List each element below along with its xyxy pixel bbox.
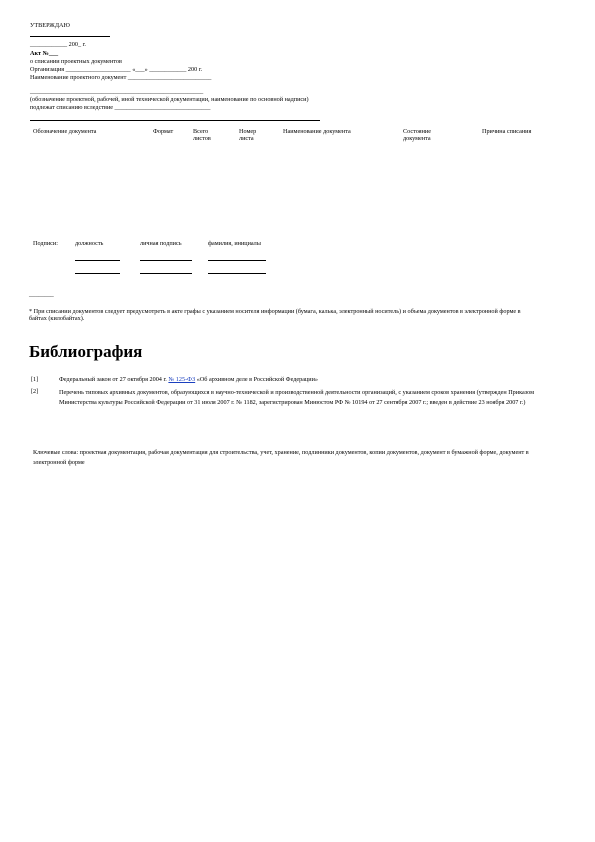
- col-header-state: Состояние документа: [403, 128, 431, 142]
- act-subject-line: подлежат списанию вследствие _______________________________: [30, 104, 211, 111]
- act-blank-line: ________________________________________________________: [30, 88, 204, 95]
- act-title: о списании проектных документов: [30, 58, 122, 65]
- signature-line: [208, 260, 266, 261]
- act-underline: [30, 120, 320, 121]
- approve-label: УТВЕРЖДАЮ: [30, 22, 70, 29]
- approve-signature-line: [30, 36, 110, 37]
- signature-col-sign: личная подпись: [140, 240, 182, 247]
- act-organization: Организация _____________________ «___» ____________ 200 г.: [30, 66, 203, 73]
- signature-line: [75, 260, 120, 261]
- col-header-document-name: Наименование документа: [283, 128, 351, 135]
- approve-date: ____________ 200_ г.: [30, 41, 86, 48]
- act-number: Акт №___: [30, 50, 59, 57]
- col-header-reason: Причина списания: [482, 128, 532, 135]
- act-designation-note: (обозначение проектной, рабочей, иной технической документации, наименование по основной надписи): [30, 96, 309, 103]
- bib-item-1: [59, 376, 318, 383]
- col-header-sheet-number: Номер листа: [239, 128, 257, 142]
- bib-item-1-pre: Федеральный закон от 27 октября 2004 г.: [59, 376, 167, 383]
- keywords-text: Ключевые слова: проектная документация, рабочая документация для строительства, учет, хранение, подлинники документов, копии документов, документ в бумажной форме, документ в электронной форме: [33, 449, 529, 466]
- footnote-text: * При списании документов следует предусмотреть в акте графы с указанием носителя информации (бумага, калька, электронный носитель) и объема документов в электронной форме в байтах (килобайтах).: [29, 308, 521, 322]
- act-object-name: Наименование проектного документ ___________________________: [30, 74, 212, 81]
- law-link[interactable]: № 125-ФЗ: [168, 376, 196, 383]
- col-header-format: Формат: [153, 128, 174, 135]
- signature-line: [75, 273, 120, 274]
- signature-col-position: должность: [75, 240, 104, 247]
- bibliography-heading: Библиография: [29, 342, 143, 361]
- bib-item-2: Перечень типовых архивных документов, образующихся в научно-технической и производственной деятельности организаций, с указанием сроков хранения (утвержден Приказом Министерства культуры Российской Федерации от 31 июля 2007 г. № 1182, зарегистрирован Минюстом РФ № 10194 от 27 сентября 2007 г.; введен в действие 23 ноября 2007 г.): [59, 389, 535, 406]
- bib-item-number: [2]: [31, 388, 39, 395]
- signature-line: [208, 273, 266, 274]
- col-header-total-sheets: Всего листов: [193, 128, 211, 142]
- signature-line: [140, 273, 192, 274]
- bib-item-1-post: «Об архивном деле в Российской Федерации»: [196, 376, 318, 383]
- col-header-designation: Обозначение документа: [33, 128, 97, 135]
- signatures-label: Подписи:: [33, 240, 58, 247]
- footnote-separator: ________: [29, 291, 54, 298]
- bib-item-number: [1]: [31, 376, 39, 383]
- signature-line: [140, 260, 192, 261]
- signature-col-name: фамилия, инициалы: [208, 240, 261, 247]
